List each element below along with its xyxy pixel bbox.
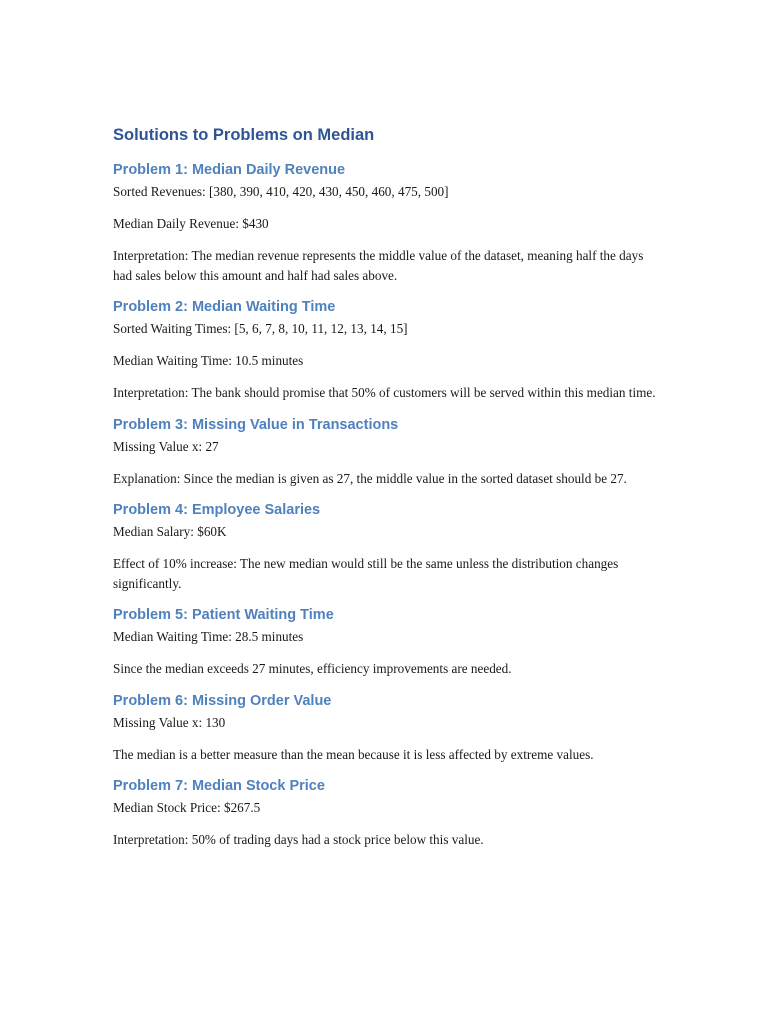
section-heading: Problem 4: Employee Salaries: [113, 502, 321, 518]
paragraph: Median Waiting Time: 28.5 minutes: [113, 629, 304, 644]
document-title: Solutions to Problems on Median: [113, 126, 375, 144]
document-body: [113, 124, 658, 862]
section-problem-4: [113, 500, 658, 593]
section-heading: Problem 2: Median Waiting Time: [113, 299, 336, 315]
paragraph: Missing Value x: 27: [113, 438, 219, 454]
section-heading: Problem 5: Patient Waiting Time: [113, 607, 334, 623]
section-heading: Problem 6: Missing Order Value: [113, 692, 332, 709]
section-heading: Problem 3: Missing Value in Transactions: [113, 416, 399, 433]
paragraph: Explanation: Since the median is given as 27, the middle value in the sorted dataset should be 27.: [113, 470, 627, 486]
section-problem-7: [113, 776, 658, 850]
paragraph: The median is a better measure than the mean because it is less affected by extreme values.: [113, 746, 594, 762]
paragraph: Sorted Waiting Times: [5, 6, 7, 8, 10, 11, 12, 13, 14, 15]: [113, 321, 408, 336]
paragraph: Median Stock Price: $267.5: [113, 800, 261, 815]
paragraph: Median Daily Revenue: $430: [113, 216, 269, 231]
paragraph: Interpretation: The median revenue represents the middle value of the dataset, meaning half the days had sales below this amount and half had sales above.: [113, 248, 644, 283]
section-heading: Problem 7: Median Stock Price: [113, 778, 325, 794]
paragraph: Median Salary: $60K: [113, 524, 227, 539]
section-problem-1: [113, 160, 658, 285]
section-problem-6: [113, 691, 658, 765]
section-heading: Problem 1: Median Daily Revenue: [113, 162, 346, 178]
paragraph: Effect of 10% increase: The new median would still be the same unless the distribution changes significantly.: [113, 556, 619, 591]
section-problem-2: [113, 297, 658, 403]
section-problem-3: [113, 415, 658, 489]
paragraph: Missing Value x: 130: [113, 714, 226, 730]
paragraph: Interpretation: 50% of trading days had a stock price below this value.: [113, 832, 484, 847]
paragraph: Sorted Revenues: [380, 390, 410, 420, 430, 450, 460, 475, 500]: [113, 184, 449, 199]
paragraph: Median Waiting Time: 10.5 minutes: [113, 353, 304, 368]
paragraph: Since the median exceeds 27 minutes, efficiency improvements are needed.: [113, 661, 512, 676]
section-problem-5: [113, 605, 658, 679]
paragraph: Interpretation: The bank should promise that 50% of customers will be served within this median time.: [113, 385, 656, 400]
